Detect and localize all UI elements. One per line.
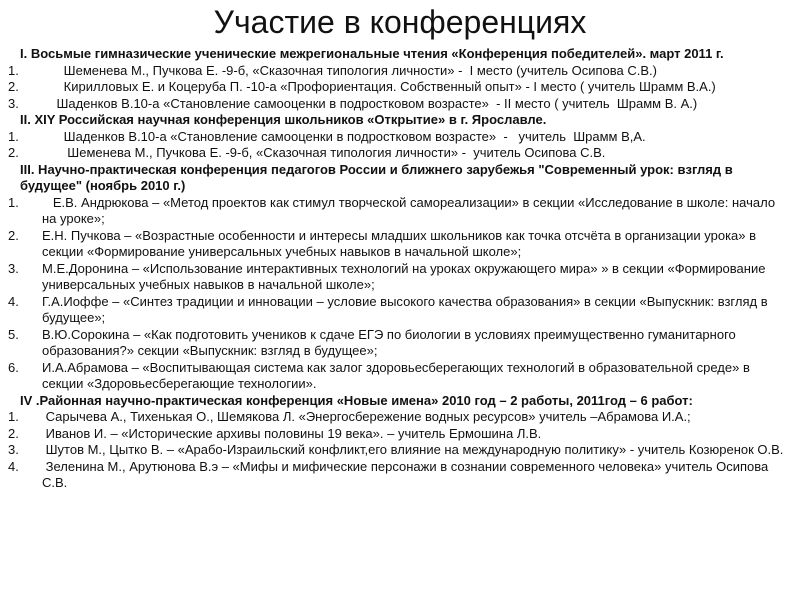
item-number: 5. [8,326,19,342]
item-number: 2. [8,227,19,243]
list-item [8,442,792,459]
item-text: Шаденков В.10-а «Становление самооценки в подростковом возрасте» - учитель Шрамм В,А. [42,128,646,144]
item-number: 2. [8,79,19,94]
item-text: Иванов И. – «Исторические архивы половины 19 века». – учитель Ермошина Л.В. [42,425,542,441]
item-text: В.Ю.Сорокина – «Как подготовить учеников к сдаче ЕГЭ по биологии в условиях преимущественно гуманитарного образования?» секции «Выпускник: взгляд в будущее»; [42,326,740,358]
item-text: Сарычева А., Тихенькая О., Шемякова Л. «Энергосбережение водных ресурсов» учитель –Абрамова И.А.; [42,409,691,424]
item-text: Кирилловых Е. и Коцеруба П. -10-а «Профориентация. Собственный опыт» - I место ( учитель Шрамм В.А.) [42,79,716,94]
list-item [8,459,792,492]
item-text: И.А.Абрамова – «Воспитывающая система как залог здоровьесберегающих технологий в образовательной среде» в секции «Здоровьесберегающие технологии». [42,359,754,391]
conference-list [8,46,792,492]
list-item [8,426,792,443]
item-number: 2. [8,425,19,441]
page-title: Участие в конференциях [213,4,587,40]
list-item [8,261,792,294]
list-item [8,327,792,360]
item-number: 1. [8,194,19,210]
list-item [8,129,792,146]
list-item [8,195,792,228]
item-number: 3. [8,260,19,276]
item-number: 2. [8,145,19,160]
list-item [8,294,792,327]
item-number: 4. [8,458,19,474]
item-text: Е.В. Андрюкова – «Метод проектов как стимул творческой самореализации» в секции «Исследование в школе: начало на уроке»; [42,194,779,226]
item-text: Зеленина М., Арутюнова В.э – «Мифы и мифические персонажи в сознании современного человека» учитель Осипова С.В. [42,458,772,490]
item-number: 3. [8,442,19,457]
item-number: 1. [8,128,19,144]
item-number: 6. [8,359,19,375]
item-text: Шеменева М., Пучкова Е. -9-б, «Сказочная типология личности» - I место (учитель Осипова С.В.) [42,62,657,78]
list-item [8,63,792,80]
item-number: 4. [8,293,19,309]
item-text: Шеменева М., Пучкова Е. -9-б, «Сказочная типология личности» - учитель Осипова С.В. [42,145,606,160]
item-number: 1. [8,409,19,424]
list-item [8,228,792,261]
item-number: 1. [8,62,19,78]
section-heading: I. Восьмые гимназические ученические межрегиональные чтения «Конференция победителей». март 2011 г. [20,46,724,61]
item-text: Г.А.Иоффе – «Синтез традиции и инновации – условие высокого качества образования» в секции «Выпускник: взгляд в будущее»; [42,293,772,325]
section-heading: II. XIY Российская научная конференция школьников «Открытие» в г. Ярославле. [20,112,547,127]
item-text: Е.Н. Пучкова – «Возрастные особенности и интересы младших школьников как точка отсчёта в организации урока» в секции «Формирование универсальных учебных навыков в начальной школе»; [42,227,760,259]
item-text: Шутов М., Цытко В. – «Арабо-Израильский конфликт,его влияние на международную политику» - учитель Козюренок О.В. [42,442,784,457]
item-number: 3. [8,95,19,111]
section-heading: IV .Районная научно-практическая конференция «Новые имена» 2010 год – 2 работы, 2011год – 6 работ: [20,392,693,408]
list-item [8,145,792,162]
list-item [8,409,792,426]
item-text: М.Е.Доронина – «Использование интерактивных технологий на уроках окружающего мира» » в секции «Формирование универсальных учебных навыков в начальной школе»; [42,260,770,292]
list-item [8,79,792,96]
list-item [8,360,792,393]
item-text: Шаденков В.10-а «Становление самооценки в подростковом возрасте» - II место ( учитель Шрамм В. А.) [42,95,698,111]
list-item [8,96,792,113]
section-heading: III. Научно-практическая конференция педагогов России и ближнего зарубежья "Современный урок: взгляд в будущее" (ноябрь 2010 г.) [20,161,733,193]
